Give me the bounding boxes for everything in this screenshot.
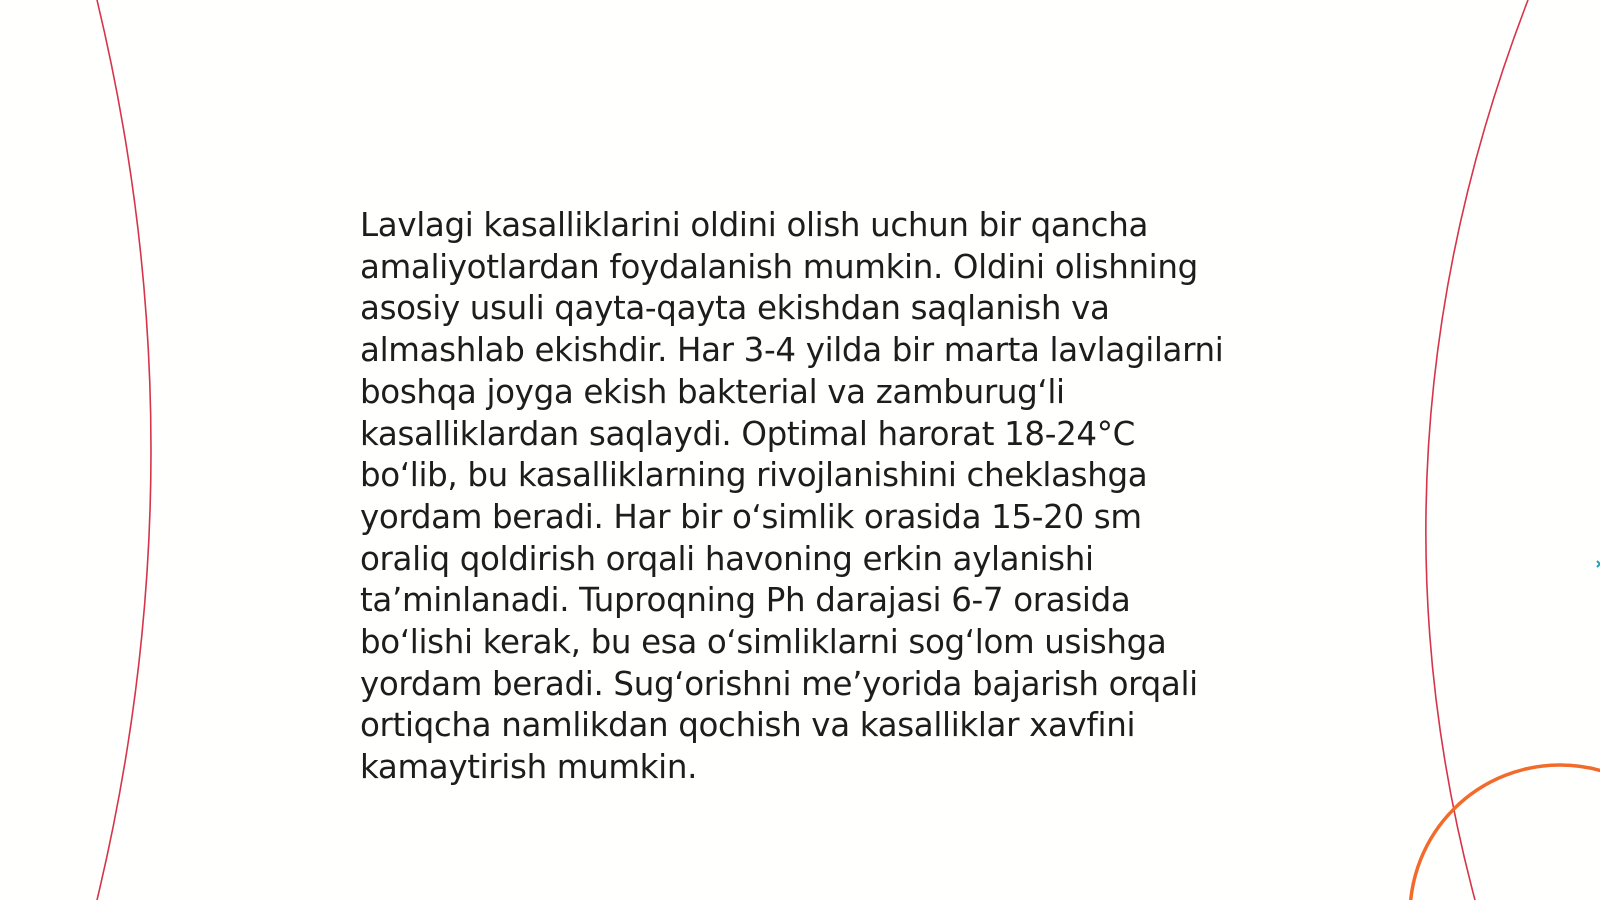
- left-curve-line: [97, 0, 151, 900]
- body-text: Lavlagi kasalliklarini oldini olish uchun bir qancha amaliyotlardan foydalanish mumkin. Oldini olishning asosiy usuli qayta-qayta ekishdan saqlanish va almashlab ekishdir. Har 3-4 yilda bir marta lavlagilarni boshqa joyga ekish bakterial va zamburug‘li kasalliklardan saqlaydi. Optimal harorat 18-24°C bo‘lib, bu kasalliklarning rivojlanishini cheklashga yordam beradi. Har bir o‘simlik orasida 15-20 sm oraliq qoldirish orqali havoning erkin aylanishi ta’minlanadi. Tuproqning Ph darajasi 6-7 orasida bo‘lishi kerak, bu esa o‘simliklarni sog‘lom usishga yordam beradi. Sug‘orishni me’yorida bajarish orqali ortiqcha namlikdan qochish va kasalliklar xavfini kamaytirish mumkin.: [360, 206, 1224, 787]
- right-curve-line: [1426, 0, 1528, 900]
- orange-circle-arc: [1410, 765, 1600, 900]
